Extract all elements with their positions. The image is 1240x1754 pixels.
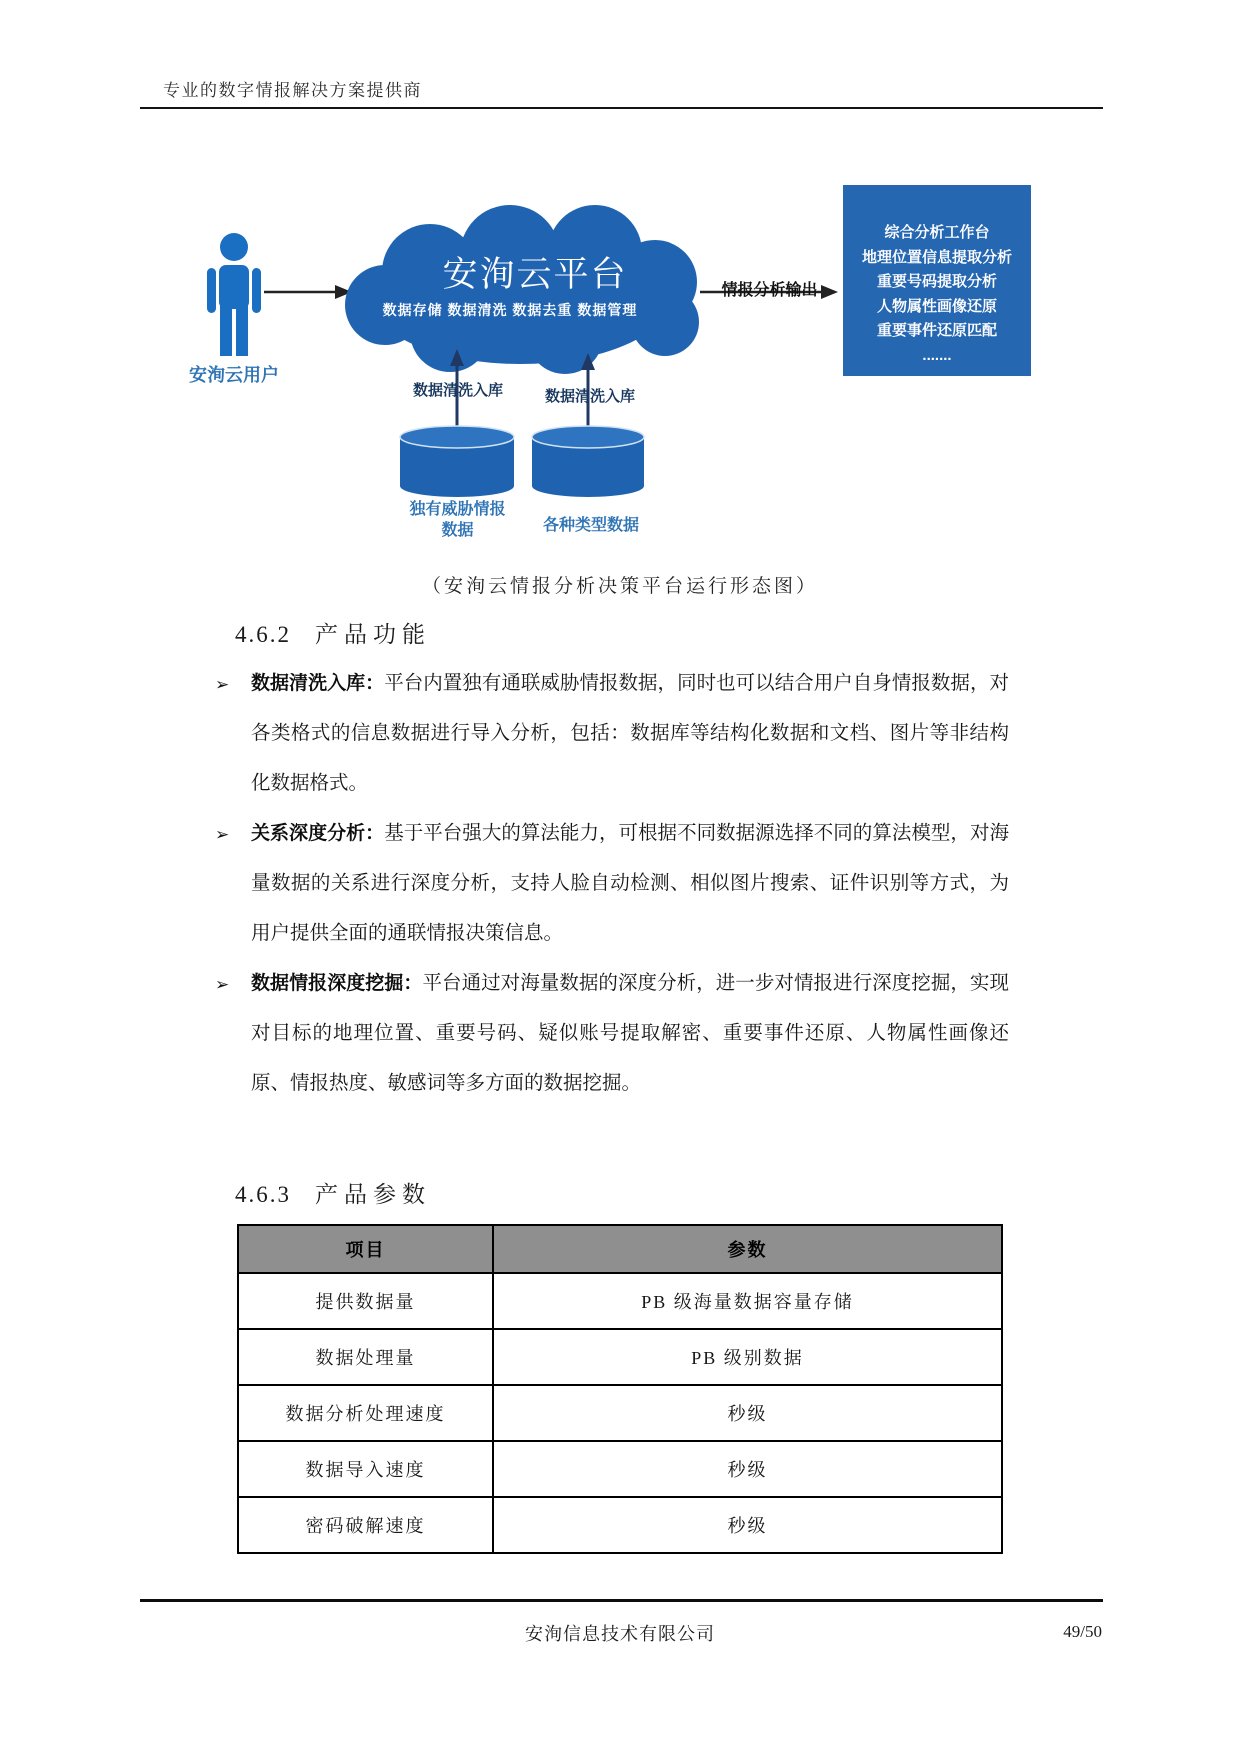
bullet-data-cleaning [213, 659, 1009, 809]
table-header-param: 参数 [493, 1225, 1002, 1273]
footer-page-number: 49/50 [1063, 1622, 1102, 1641]
figure-caption: （安洵云情报分析决策平台运行形态图） [421, 576, 818, 597]
db-right-label: 各种类型数据 [542, 517, 639, 534]
data-ingest-label-left: 数据清洗入库 [412, 382, 503, 399]
section-heading-product-features [235, 616, 431, 649]
bullet-intel-mining [213, 959, 1009, 1109]
output-box-line: 地理位置信息提取分析 [861, 248, 1012, 266]
bullet-arrow-icon: ➢ [215, 825, 230, 844]
bullet-text: 平台通过对海量数据的深度分析，进一步对情报进行深度挖掘，实现对目标的地理位置、重要号码、疑似账号提取解密、重要事件还原、人物属性画像还原、情报热度、敏感词等多方面的数据挖掘。 [251, 973, 1009, 1094]
table-cell-item: 数据处理量 [238, 1329, 493, 1385]
table-row [238, 1497, 1002, 1553]
cloud-platform-title: 安洵云平台 [442, 255, 628, 294]
db-cylinder-left [400, 426, 514, 497]
table-cell-param: 秒级 [493, 1441, 1002, 1497]
data-ingest-label-right: 数据清洗入库 [544, 388, 635, 405]
db-left-label-line2: 数据 [441, 522, 474, 539]
bullet-relation-analysis [213, 809, 1009, 959]
user-person-icon [207, 233, 261, 356]
table-row [238, 1329, 1002, 1385]
section-title: 产品功能 [315, 622, 431, 647]
product-params-table [237, 1224, 1003, 1554]
page-header-slogan: 专业的数字情报解决方案提供商 [163, 81, 422, 100]
output-box-ellipsis: ....... [922, 346, 952, 364]
output-box-line: 重要号码提取分析 [876, 273, 997, 290]
bullet-lead: 数据情报深度挖掘： [251, 973, 423, 994]
table-cell-param: 秒级 [493, 1497, 1002, 1553]
bullet-arrow-icon: ➢ [215, 975, 230, 994]
table-header-item: 项目 [238, 1225, 493, 1273]
table-cell-param: PB 级别数据 [493, 1329, 1002, 1385]
table-row [238, 1385, 1002, 1441]
analysis-output-box [843, 185, 1031, 376]
footer-divider [140, 1599, 1103, 1602]
table-cell-param: PB 级海量数据容量存储 [493, 1273, 1002, 1329]
bullet-lead: 数据清洗入库： [251, 673, 385, 694]
footer-company-name: 安洵信息技术有限公司 [525, 1624, 715, 1644]
bullet-text: 平台内置独有通联威胁情报数据，同时也可以结合用户自身情报数据，对各类格式的信息数据进行导入分析，包括：数据库等结构化数据和文档、图片等非结构化数据格式。 [251, 673, 1009, 794]
db-left-label-line1: 独有威胁情报 [409, 501, 506, 518]
intel-output-arrow-label: 情报分析输出 [721, 282, 818, 299]
table-header-row [238, 1225, 1002, 1273]
cloud-user-label: 安洵云用户 [189, 365, 279, 385]
arrow-user-to-cloud [264, 285, 352, 299]
table-cell-item: 数据导入速度 [238, 1441, 493, 1497]
table-cell-item: 提供数据量 [238, 1273, 493, 1329]
section-heading-product-params [235, 1176, 431, 1209]
section-title: 产品参数 [315, 1182, 431, 1207]
cloud-services-label: 数据存储 数据清洗 数据去重 数据管理 [382, 302, 638, 318]
section-number: 4.6.2 [235, 622, 291, 647]
table-row [238, 1273, 1002, 1329]
table-cell-item: 数据分析处理速度 [238, 1385, 493, 1441]
table-cell-item: 密码破解速度 [238, 1497, 493, 1553]
bullet-arrow-icon: ➢ [215, 675, 230, 694]
output-box-line: 重要事件还原匹配 [876, 322, 997, 339]
bullet-text: 基于平台强大的算法能力，可根据不同数据源选择不同的算法模型，对海量数据的关系进行深度分析，支持人脸自动检测、相似图片搜索、证件识别等方式，为用户提供全面的通联情报决策信息。 [251, 823, 1009, 944]
table-row [238, 1441, 1002, 1497]
output-box-line: 人物属性画像还原 [876, 297, 997, 315]
db-cylinder-right [532, 426, 644, 497]
feature-bullet-list [213, 659, 1009, 1109]
bullet-lead: 关系深度分析： [251, 823, 385, 844]
table-cell-param: 秒级 [493, 1385, 1002, 1441]
section-number: 4.6.3 [235, 1182, 291, 1207]
db-left-label [395, 499, 520, 541]
output-box-line: 综合分析工作台 [884, 224, 990, 241]
